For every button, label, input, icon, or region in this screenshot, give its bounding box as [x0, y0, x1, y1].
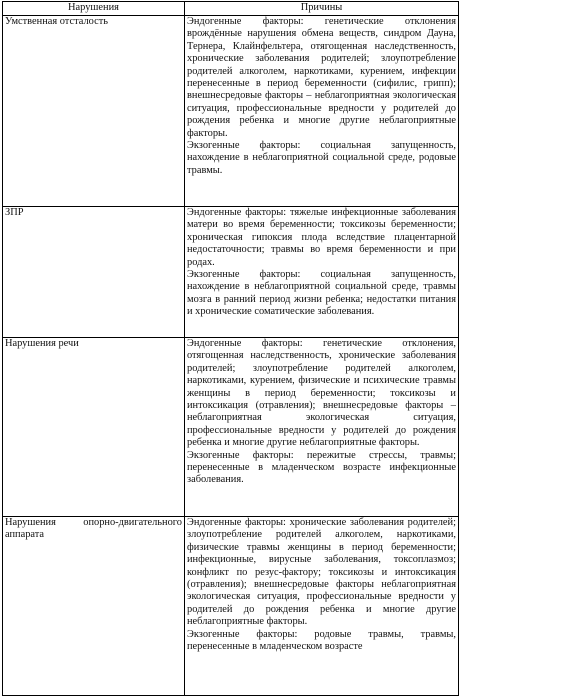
causes-cell — [185, 338, 459, 517]
exogenous-factors: Экзогенные факторы: социальная запущенность, нахождение в неблагоприятной социальной среде, родовые травмы. — [187, 140, 456, 176]
endogenous-factors: Эндогенные факторы: генетические отклонения, отягощенная наследственность, хронические заболевания родителей; злоупотребление родителей алкоголем, наркотиками, курением, физические и психические травмы женщины в период беременности; токсикозы и интоксикация (отравления); внешнесредовые факторы – неблагоприятная экологическая ситуация, профессиональные вредности у родителей до рождения ребенка и многие другие неблагоприятные факторы. — [187, 338, 456, 449]
exogenous-factors: Экзогенные факторы: родовые травмы, травмы, перенесенные в младенческом возрасте — [187, 628, 456, 653]
exogenous-factors: Экзогенные факторы: пережитые стрессы, травмы; перенесенные в младенческом возрасте инфекционные заболевания. — [187, 449, 456, 486]
causes-cell — [185, 16, 459, 207]
disorder-cell: Нарушения речи — [3, 338, 185, 517]
table-row — [3, 517, 459, 696]
disorder-cell: ЗПР — [3, 207, 185, 338]
endogenous-factors: Эндогенные факторы: хронические заболевания родителей; злоупотребление родителей алкоголем, наркотиками, физические травмы женщины в период беременности; инфекционные, вирусные заболевания, токсоплазмоз; конфликт по резус-фактору; токсикозы и интоксикация (отравления); внешнесредовые факторы неблагоприятная экологическая ситуация, профессиональные вредности у родителей до рождения ребенка и многие другие неблагоприятные факторы. — [187, 517, 456, 628]
causes-cell — [185, 207, 459, 338]
table-row — [3, 207, 459, 338]
disorder-cell: Умственная отсталость — [3, 16, 185, 207]
causes-cell — [185, 517, 459, 696]
table-row — [3, 16, 459, 207]
endogenous-factors: Эндогенные факторы: генетические отклонения врождённые нарушения обмена веществ, синдром Дауна, Тернера, Клайнфельтера, отягощенная наследственность, хронические заболевания родителей; злоупотребление родителей алкоголем, наркотиками, курением, инфекции перенесенные в период беременности (сифилис, грипп); внешнесредовые факторы – неблагоприятная экологическая ситуация, профессиональные вредности у родителей до рождения ребенка и многие другие неблагоприятные факторы. — [187, 16, 456, 139]
header-disorders: Нарушения — [3, 2, 185, 16]
disorders-causes-table — [2, 1, 459, 696]
disorder-cell: Нарушения опорно-двигательного аппарата — [3, 517, 185, 696]
table-header-row — [3, 2, 459, 16]
endogenous-factors: Эндогенные факторы: тяжелые инфекционные заболевания матери во время беременности; токсикозы беременности; хроническая гипоксия плода вследствие плацентарной недостаточности; травмы во время беременности и при родах. — [187, 207, 456, 268]
header-causes: Причины — [185, 2, 459, 16]
table-row — [3, 338, 459, 517]
exogenous-factors: Экзогенные факторы: социальная запущенность, нахождение в неблагоприятной социальной среде, травмы мозга в ранний период жизни ребенка; недостатки питания и хронические соматические заболевания. — [187, 269, 456, 318]
